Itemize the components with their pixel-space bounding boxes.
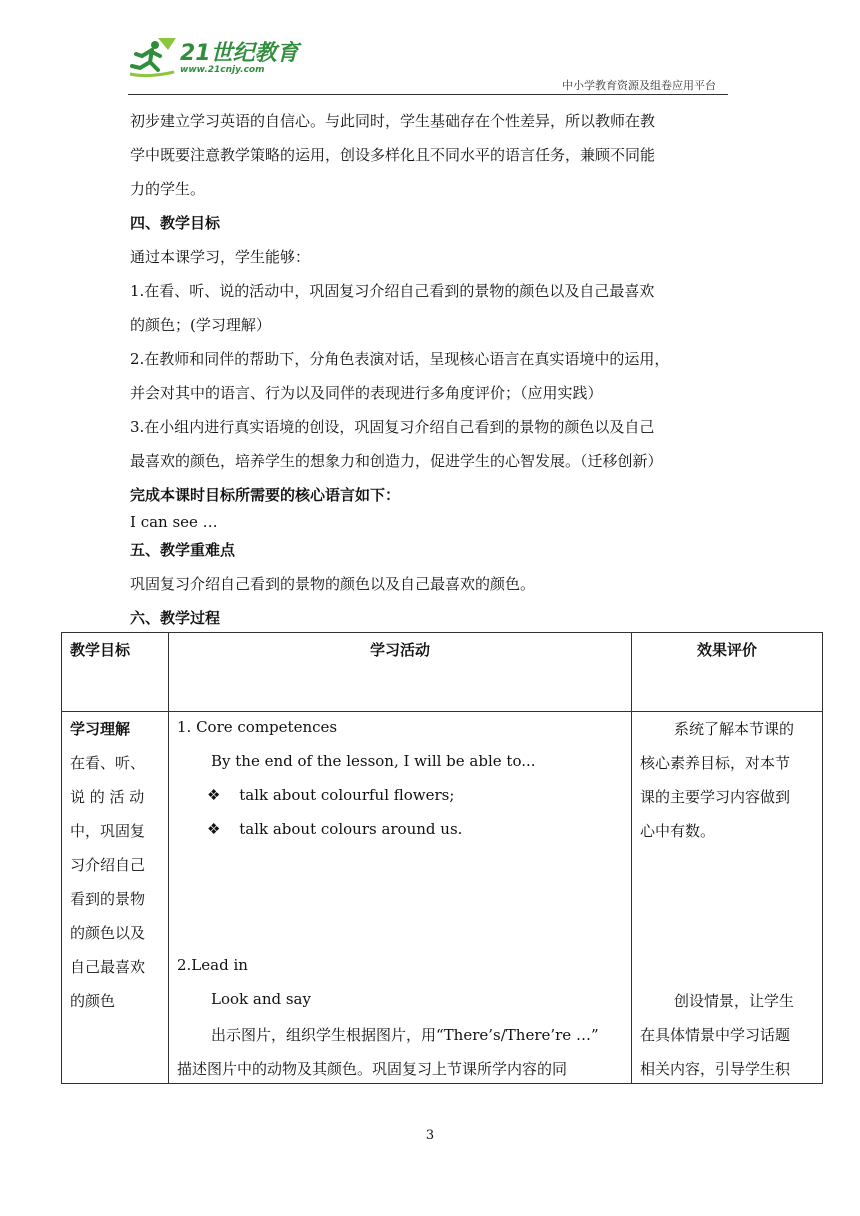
text-line: 初步建立学习英语的自信心。与此同时，学生基础存在个性差异，所以教师在教 (130, 112, 656, 130)
text-line: 力的学生。 (130, 180, 206, 198)
teaching-process-table (61, 632, 823, 1084)
page-number: 3 (425, 1128, 435, 1143)
lead-in-subtitle: Look and say (211, 990, 311, 1008)
evaluation-line: 核心素养目标，对本节 (640, 754, 791, 772)
evaluation-line: 系统了解本节课的 (674, 720, 795, 738)
header-divider (128, 94, 728, 95)
objective-line: 3.在小组内进行真实语境的创设，巩固复习介绍自己看到的景物的颜色以及自己 (130, 418, 655, 436)
text-line: 学中既要注意教学策略的运用，创设多样化且不同水平的语言任务，兼顾不同能 (130, 146, 656, 164)
core-competences-title: 1. Core competences (177, 718, 338, 736)
evaluation-line: 相关内容，引导学生积 (640, 1060, 791, 1078)
header-activity: 学习活动 (369, 641, 430, 659)
goal-line: 中，巩固复 (70, 822, 146, 840)
section-heading-objectives: 四、教学目标 (130, 214, 221, 232)
runner-logo-icon (128, 36, 178, 80)
table-row (62, 712, 823, 1084)
core-language-label: 完成本课时目标所需要的核心语言如下： (130, 486, 401, 504)
bullet-text: talk about colours around us. (239, 820, 463, 838)
table-header-cell (632, 633, 823, 712)
evaluation-line: 在具体情景中学习话题 (640, 1026, 791, 1044)
goal-line: 在看、听、 (70, 754, 146, 772)
logo-text: 21世纪教育 (180, 41, 299, 66)
objective-line: 2.在教师和同伴的帮助下，分角色表演对话，呈现核心语言在真实语境中的运用， (130, 350, 670, 368)
diamond-bullet-icon: ❖ (207, 820, 221, 838)
activity-cell (169, 712, 632, 1084)
section-heading-key-points: 五、教学重难点 (130, 541, 236, 559)
goal-line: 看到的景物 (70, 890, 146, 908)
objectives-lead: 通过本课学习，学生能够： (130, 248, 311, 266)
objective-line: 最喜欢的颜色，培养学生的想象力和创造力，促进学生的心智发展。（迁移创新） (130, 452, 663, 470)
bullet-item (207, 786, 454, 804)
table-header-row (62, 633, 823, 712)
header-tagline: 中小学教育资源及组卷应用平台 (562, 79, 716, 92)
lead-in-desc: 出示图片，组织学生根据图片，用“There’s/There’re …” (211, 1026, 599, 1044)
core-competences-intro: By the end of the lesson, I will be able to... (211, 752, 536, 770)
table-header-cell (62, 633, 169, 712)
objective-line: 并会对其中的语言、行为以及同伴的表现进行多角度评价；（应用实践） (130, 384, 603, 402)
goal-line: 的颜色 (70, 992, 116, 1010)
evaluation-cell (632, 712, 823, 1084)
header-evaluation: 效果评价 (696, 641, 757, 659)
diamond-bullet-icon: ❖ (207, 786, 221, 804)
goal-cell (62, 712, 169, 1084)
objective-line: 1.在看、听、说的活动中，巩固复习介绍自己看到的景物的颜色以及自己最喜欢 (130, 282, 655, 300)
header-goal: 教学目标 (70, 641, 131, 659)
key-points-content: 巩固复习介绍自己看到的景物的颜色以及自己最喜欢的颜色。 (130, 575, 536, 593)
lead-in-desc: 描述图片中的动物及其颜色。巩固复习上节课所学内容的同 (177, 1060, 568, 1078)
section-heading-process: 六、教学过程 (130, 609, 221, 627)
objective-line: 的颜色；(学习理解） (130, 316, 271, 334)
lead-in-title: 2.Lead in (177, 956, 248, 974)
goal-title: 学习理解 (70, 720, 131, 738)
core-language: I can see … (130, 513, 218, 531)
goal-line: 的颜色以及 (70, 924, 146, 942)
table-header-cell (169, 633, 632, 712)
logo-url: www.21cnjy.com (180, 65, 265, 75)
evaluation-line: 课的主要学习内容做到 (640, 788, 791, 806)
logo (128, 36, 428, 82)
goal-line: 自己最喜欢 (70, 958, 146, 976)
goal-line: 习介绍自己 (70, 856, 146, 874)
goal-line: 说 的 活 动 (70, 788, 145, 806)
page-header (128, 36, 728, 96)
bullet-item (207, 820, 462, 838)
evaluation-line: 心中有数。 (640, 822, 716, 840)
evaluation-line: 创设情景，让学生 (674, 992, 795, 1010)
bullet-text: talk about colourful flowers; (239, 786, 455, 804)
